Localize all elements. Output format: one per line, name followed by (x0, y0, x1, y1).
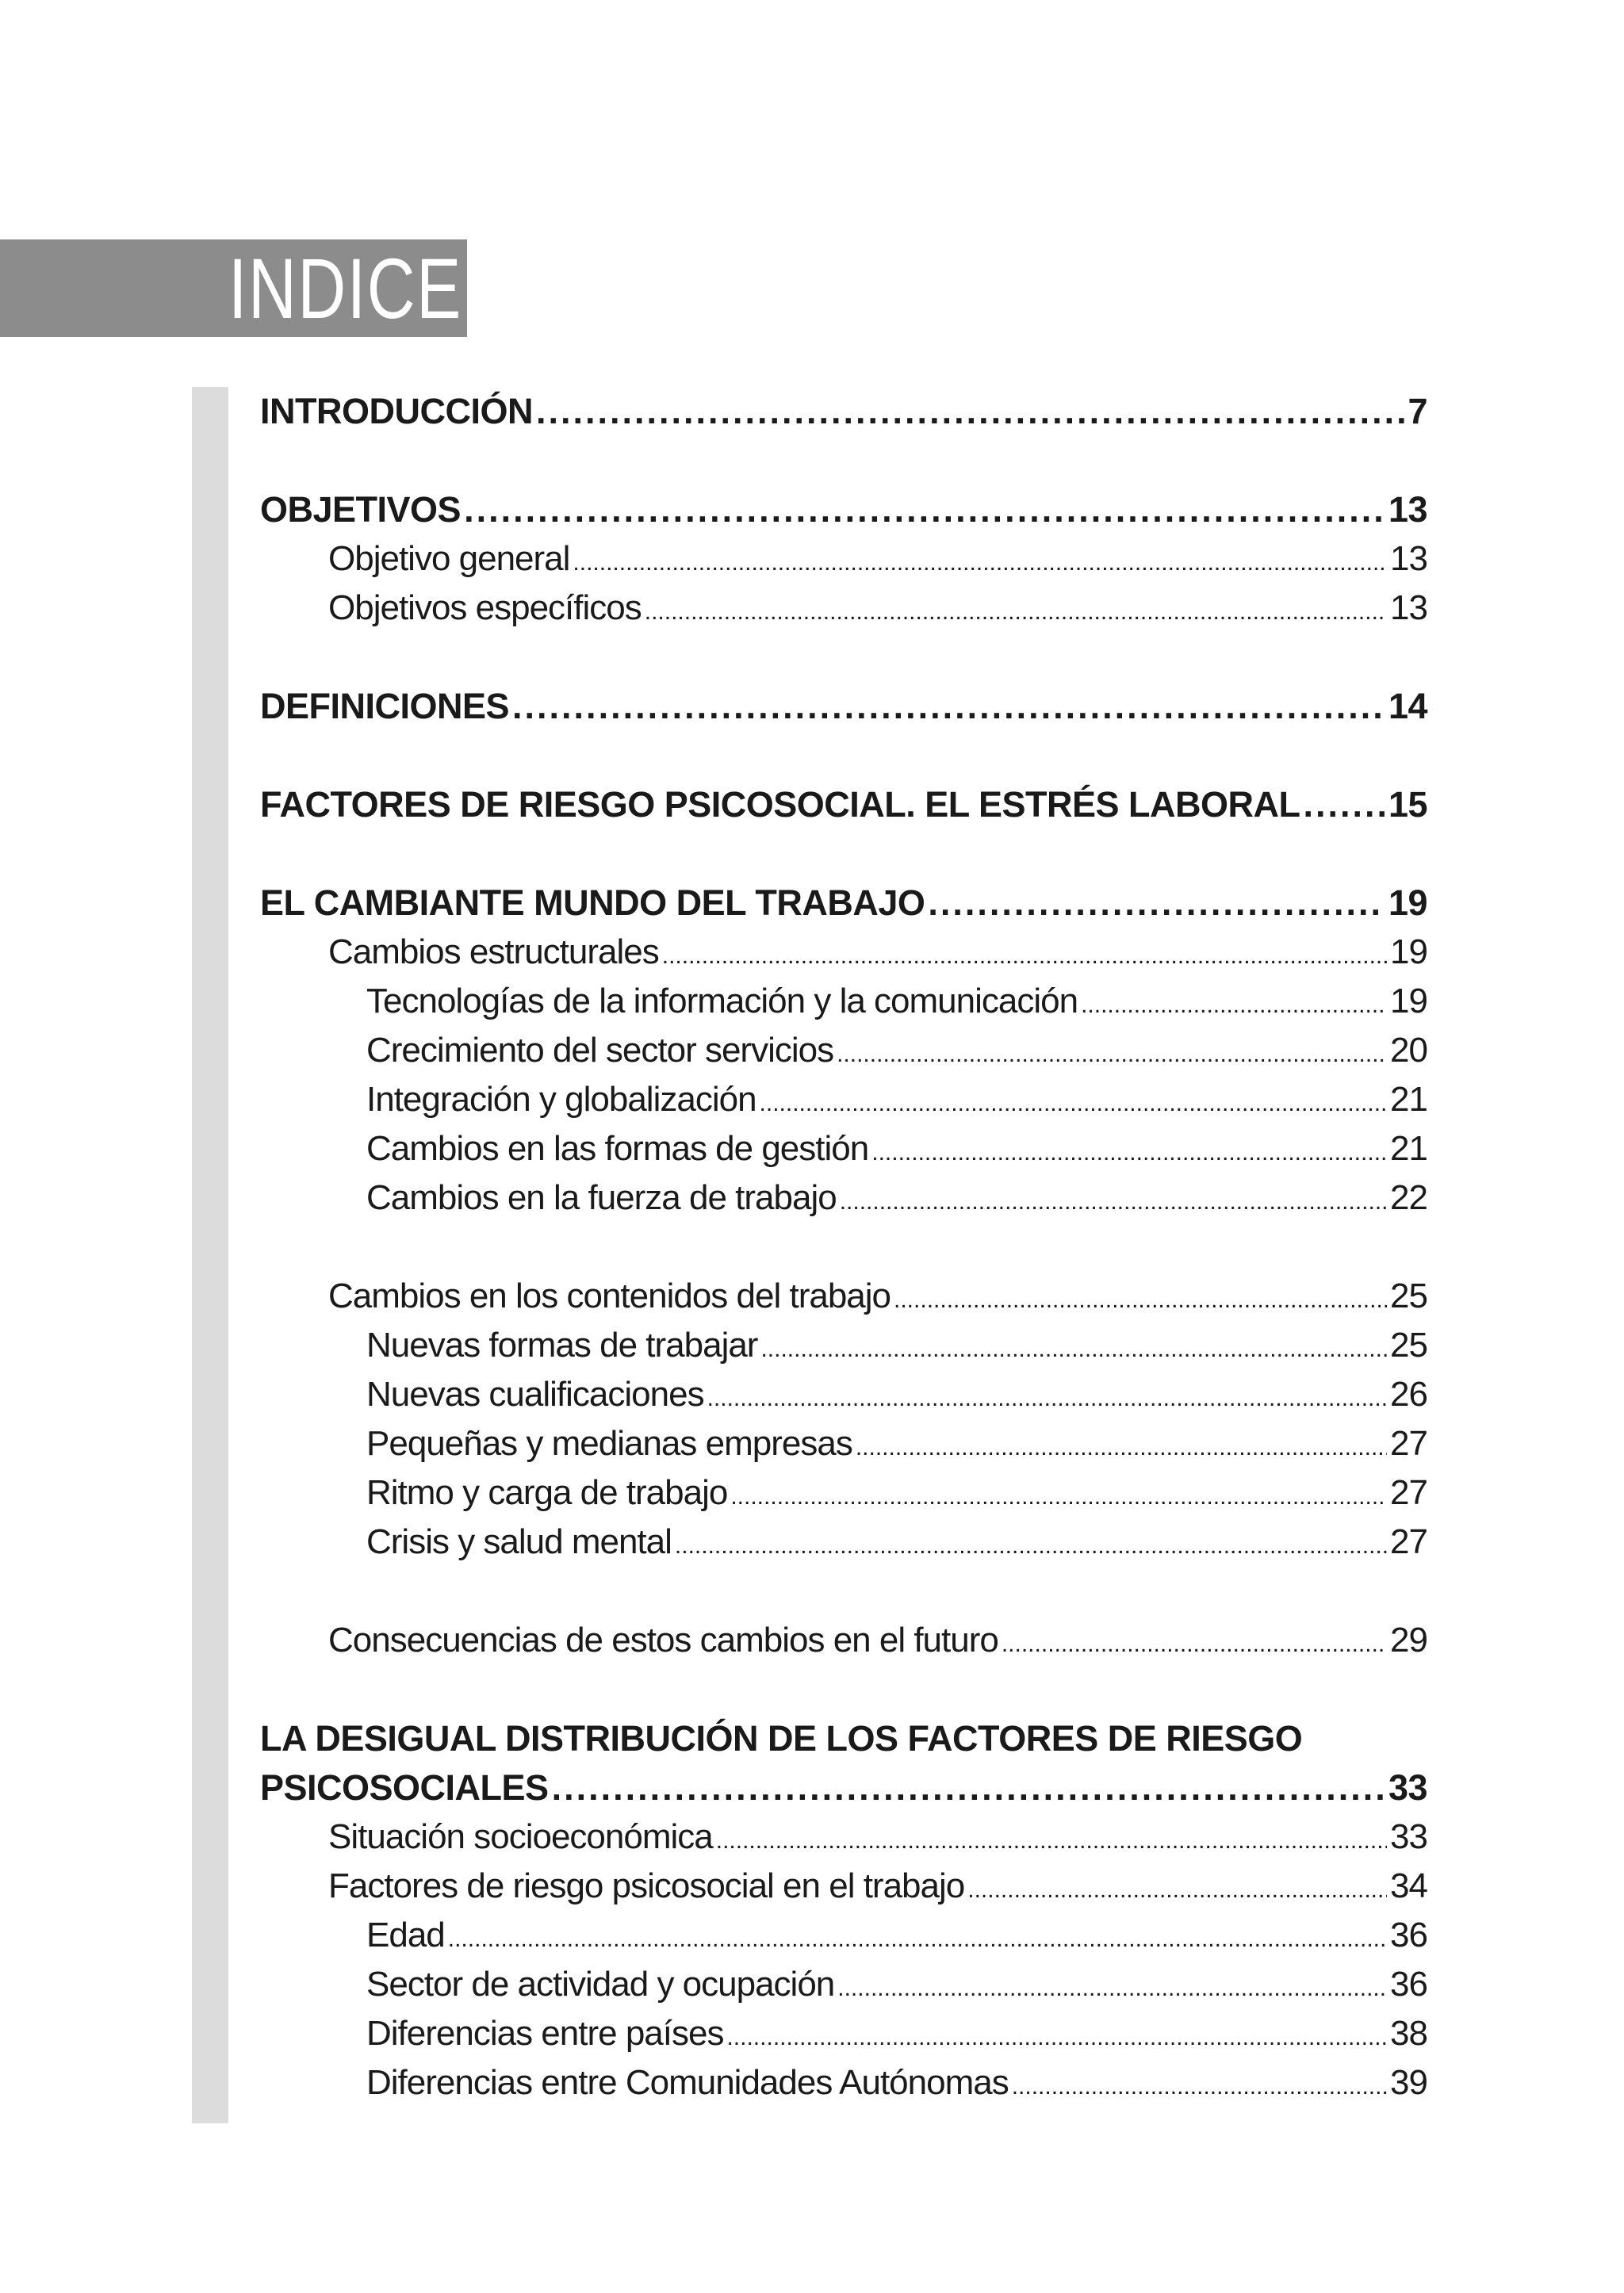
toc-entry-consecuencias[interactable] (260, 1616, 1427, 1665)
toc-entry-cambiante-mundo[interactable] (260, 879, 1427, 928)
toc-entry-cambios-contenidos[interactable] (260, 1272, 1427, 1321)
dot-leader (837, 1030, 1387, 1079)
toc-entry-objetivos[interactable] (260, 485, 1427, 534)
toc-entry-label: DEFINICIONES (260, 686, 510, 726)
toc-entry-fuerza-trabajo[interactable] (260, 1173, 1427, 1223)
toc-entry-page: 19 (1388, 882, 1427, 923)
toc-entry-pymes[interactable] (260, 1419, 1427, 1468)
spacer (260, 1223, 1427, 1272)
toc-entry-label: EL CAMBIANTE MUNDO DEL TRABAJO (260, 882, 925, 923)
toc-entry-label: Nuevas formas de trabajar (366, 1326, 758, 1365)
dot-leader (837, 1964, 1387, 2013)
toc-entry-factores-riesgo[interactable] (260, 780, 1427, 829)
toc-entry-label: Tecnologías de la información y la comunicación (366, 982, 1078, 1020)
dot-leader (448, 1915, 1387, 1964)
dot-leader (1304, 780, 1385, 829)
toc-entry-introduccion[interactable] (260, 387, 1427, 436)
toc-entry-cambios-estructurales[interactable] (260, 928, 1427, 977)
toc-entry-page: 27 (1390, 1424, 1427, 1463)
toc-entry-label: Cambios en los contenidos del trabajo (328, 1277, 891, 1315)
toc-entry-label: Diferencias entre países (366, 2014, 724, 2053)
toc-entry-label: OBJETIVOS (260, 489, 462, 530)
dot-leader (645, 588, 1387, 637)
toc-entry-edad[interactable] (260, 1911, 1427, 1960)
spacer (260, 633, 1427, 682)
spacer (260, 1665, 1427, 1714)
table-of-contents (260, 387, 1427, 2107)
dot-leader (760, 1079, 1388, 1128)
dot-leader (928, 879, 1385, 928)
toc-entry-diferencias-paises[interactable] (260, 2009, 1427, 2058)
toc-entry-desigual-line1[interactable]: LA DESIGUAL DISTRIBUCIÓN DE LOS FACTORES DE RIESGO (260, 1718, 1303, 1759)
toc-entry-label: Integración y globalización (366, 1080, 756, 1119)
toc-entry-label: Ritmo y carga de trabajo (366, 1473, 728, 1512)
toc-entry-formas-gestion[interactable] (260, 1124, 1427, 1173)
toc-entry-page: 34 (1390, 1866, 1427, 1905)
toc-entry-label: Objetivo general (328, 539, 570, 578)
spacer (260, 829, 1427, 879)
toc-entry-diferencias-ccaa[interactable] (260, 2058, 1427, 2107)
toc-entry-label: Cambios en las formas de gestión (366, 1129, 869, 1168)
dot-leader (856, 1423, 1387, 1472)
toc-entry-page: 33 (1388, 1767, 1427, 1808)
dot-leader (840, 1177, 1387, 1227)
toc-entry-label: Crisis y salud mental (366, 1522, 672, 1561)
toc-entry-page: 13 (1388, 489, 1427, 530)
side-bar-decoration (192, 387, 228, 2123)
toc-entry-page: 22 (1390, 1178, 1427, 1217)
toc-entry-nuevas-cualificaciones[interactable] (260, 1370, 1427, 1419)
dot-leader (1012, 2062, 1387, 2111)
dot-leader (464, 485, 1385, 534)
toc-entry-page: 13 (1390, 588, 1427, 627)
toc-entry-integracion[interactable] (260, 1075, 1427, 1124)
toc-entry-label: INTRODUCCIÓN (260, 391, 533, 431)
toc-entry-page: 29 (1390, 1621, 1427, 1659)
toc-entry-factores-trabajo[interactable] (260, 1862, 1427, 1911)
toc-entry-page: 26 (1390, 1375, 1427, 1414)
toc-entry-label: Crecimiento del sector servicios (366, 1031, 834, 1070)
toc-entry-label: Cambios en la fuerza de trabajo (366, 1178, 837, 1217)
dot-leader (716, 1816, 1387, 1866)
toc-entry-situacion-socioeconomica[interactable] (260, 1813, 1427, 1862)
toc-entry-label: Factores de riesgo psicosocial en el trabajo (328, 1866, 965, 1905)
toc-entry-definiciones[interactable] (260, 682, 1427, 731)
spacer (260, 731, 1427, 780)
toc-entry-page: 39 (1390, 2063, 1427, 2102)
toc-entry-label: Pequeñas y medianas empresas (366, 1424, 852, 1463)
spacer (260, 1567, 1427, 1616)
dot-leader (1002, 1620, 1387, 1669)
toc-entry-label: Cambios estructurales (328, 932, 659, 971)
toc-entry-page: 21 (1390, 1080, 1427, 1119)
spacer (260, 436, 1427, 485)
dot-leader (967, 1866, 1387, 1915)
toc-entry-page: 19 (1390, 932, 1427, 971)
toc-entry-label: Nuevas cualificaciones (366, 1375, 704, 1414)
toc-entry-psicosociales[interactable] (260, 1763, 1427, 1813)
toc-entry-page: 27 (1390, 1522, 1427, 1561)
toc-entry-page: 27 (1390, 1473, 1427, 1512)
toc-entry-crecimiento[interactable] (260, 1026, 1427, 1075)
toc-entry-label: Situación socioeconómica (328, 1817, 713, 1856)
toc-entry-page: 19 (1390, 982, 1427, 1020)
toc-entry-label: FACTORES DE RIESGO PSICOSOCIAL. EL ESTRÉS LABORAL (260, 784, 1300, 825)
toc-entry-page: 21 (1390, 1129, 1427, 1168)
toc-entry-page: 36 (1390, 1965, 1427, 2004)
dot-leader (1081, 981, 1387, 1030)
dot-leader (675, 1522, 1387, 1571)
dot-leader (730, 1472, 1387, 1522)
toc-entry-label: PSICOSOCIALES (260, 1767, 549, 1808)
toc-entry-page: 36 (1390, 1916, 1427, 1954)
dot-leader (707, 1374, 1387, 1423)
toc-entry-tecnologias[interactable] (260, 977, 1427, 1026)
dot-leader (536, 387, 1404, 436)
toc-entry-label: Diferencias entre Comunidades Autónomas (366, 2063, 1009, 2102)
dot-leader (726, 2013, 1387, 2062)
dot-leader (760, 1325, 1387, 1374)
dot-leader (662, 932, 1387, 981)
toc-entry-page: 20 (1390, 1031, 1427, 1070)
dot-leader (894, 1276, 1387, 1325)
toc-entry-page: 33 (1390, 1817, 1427, 1856)
toc-entry-label: Objetivos específicos (328, 588, 642, 627)
toc-entry-page: 15 (1388, 784, 1427, 825)
toc-entry-objetivos-especificos[interactable] (260, 584, 1427, 633)
toc-entry-page: 25 (1390, 1277, 1427, 1315)
toc-entry-page: 25 (1390, 1326, 1427, 1365)
toc-entry-label: Sector de actividad y ocupación (366, 1965, 835, 2004)
toc-entry-page: 38 (1390, 2014, 1427, 2053)
toc-entry-page: 13 (1390, 539, 1427, 578)
toc-entry-page: 7 (1408, 391, 1427, 431)
toc-entry-label: Consecuencias de estos cambios en el futuro (328, 1621, 998, 1659)
dot-leader (871, 1128, 1387, 1177)
dot-leader (552, 1763, 1385, 1813)
toc-entry-sector-actividad[interactable] (260, 1960, 1427, 2009)
dot-leader (573, 538, 1387, 588)
toc-entry-objetivo-general[interactable] (260, 534, 1427, 584)
toc-entry-nuevas-formas[interactable] (260, 1321, 1427, 1370)
page-title: INDICE (228, 240, 462, 336)
toc-entry-crisis-salud[interactable] (260, 1518, 1427, 1567)
toc-entry-page: 14 (1388, 686, 1427, 726)
toc-entry-label: Edad (366, 1916, 445, 1954)
dot-leader (512, 682, 1385, 731)
toc-entry-ritmo-carga[interactable] (260, 1468, 1427, 1518)
